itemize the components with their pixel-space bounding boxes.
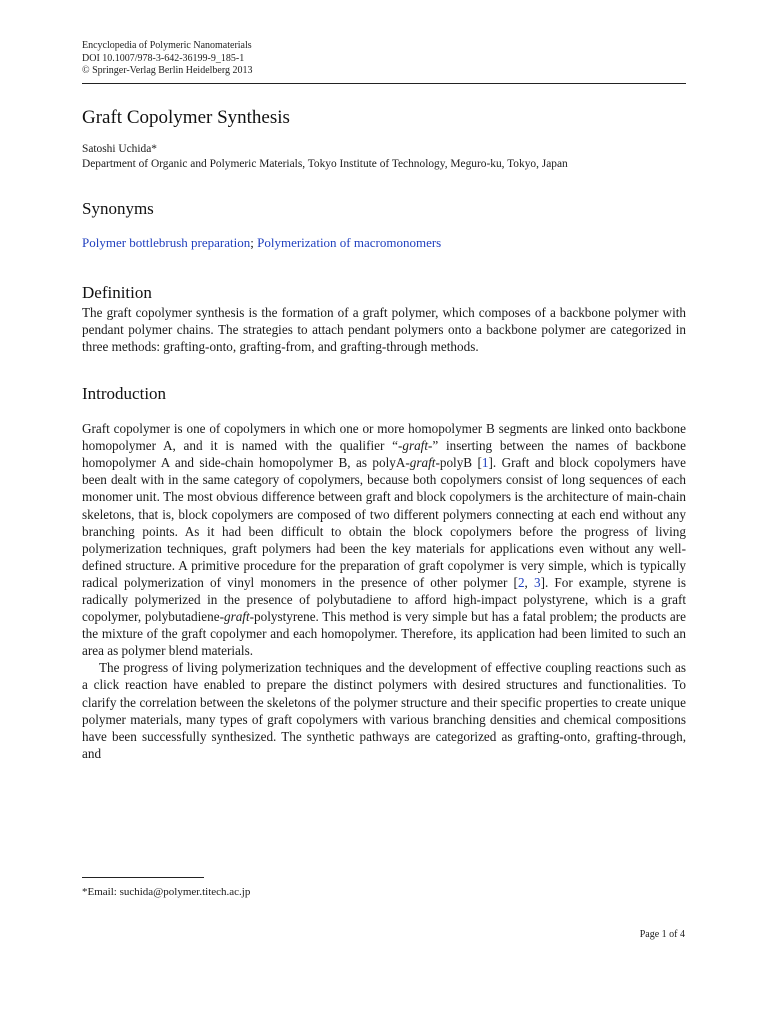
reference-link-3[interactable]: 3 bbox=[534, 574, 541, 590]
synonyms-list bbox=[82, 234, 686, 251]
introduction-paragraph-2: The progress of living polymerization techniques and the development of effective coupling reactions such as a click reaction have enabled to prepare the distinct polymers with desired structures and functionalities. To clarify the correlation between the skeletons of the polymer structure and their specific properties to create unique polymer materials, many types of graft copolymers with various branching densities and chemical compositions have been successfully synthesized. The synthetic pathways are categorized as grafting-onto, grafting-through, and bbox=[82, 660, 686, 761]
synonym-link-bottlebrush[interactable]: Polymer bottlebrush preparation bbox=[82, 234, 251, 250]
copyright: © Springer-Verlag Berlin Heidelberg 2013 bbox=[82, 65, 253, 77]
header-rule bbox=[82, 83, 686, 84]
affiliation: Department of Organic and Polymeric Materials, Tokyo Institute of Technology, Meguro-ku, Tokyo, Japan bbox=[82, 157, 568, 170]
publication-header bbox=[82, 40, 686, 78]
footnote-email: *Email: suchida@polymer.titech.ac.jp bbox=[82, 886, 251, 898]
page-number: Page 1 of 4 bbox=[639, 929, 685, 940]
footnote-rule bbox=[82, 877, 204, 878]
page-content bbox=[82, 40, 686, 762]
journal-name: Encyclopedia of Polymeric Nanomaterials bbox=[82, 40, 252, 51]
reference-link-1[interactable]: 1 bbox=[481, 455, 489, 471]
introduction-heading: Introduction bbox=[82, 384, 167, 404]
introduction-paragraph-1: Graft copolymer is one of copolymers in which one or more homopolymer B segments are linked onto backbone homopolymer A, and it is named with the qualifier “-graft-” inserting between the names of backbone homopolymer A and side-chain homopolymer B, as polyA-graft-polyB [1]. Graft and block copolymers have been dealt with in the same category of copolymers, because both copolymers consist of long sequences of each monomer unit. The most obvious difference between graft and block copolymers is the architecture of main-chain skeletons, that is, block copolymers are composed of two different polymers connecting at each end without any branching points. As it had been difficult to obtain the block copolymers before the progress of living polymerization techniques, graft polymers had been the key materials for applications even without any well-defined structure. A primitive procedure for the preparation of graft copolymer is very simple, which is typically radical polymerization of vinyl monomers in the presence of other polymer [2, 3]. For example, styrene is radically polymerized in the presence of polybutadiene to afford high-impact polystyrene, which is a graft copolymer, polybutadiene-graft-polystyrene. This method is very simple but has a fatal problem; the products are the mixture of the graft copolymer and each homopolymer. Therefore, its application had been limited to such an area as polymer blend materials. bbox=[82, 421, 687, 659]
doi: DOI 10.1007/978-3-642-36199-9_185-1 bbox=[82, 52, 245, 64]
article-title: Graft Copolymer Synthesis bbox=[82, 106, 290, 128]
definition-text: The graft copolymer synthesis is the formation of a graft polymer, which composes of a backbone polymer with pendant polymer chains. The strategies to attach pendant polymers onto a backbone polymer are categorized in three methods: grafting-onto, grafting-from, and grafting-through methods. bbox=[82, 304, 686, 354]
author: Satoshi Uchida* bbox=[82, 142, 157, 155]
definition-heading: Definition bbox=[82, 282, 152, 302]
synonyms-heading: Synonyms bbox=[82, 198, 154, 218]
synonym-separator: ; bbox=[250, 234, 254, 250]
reference-link-2[interactable]: 2 bbox=[517, 574, 525, 590]
synonym-link-macromonomers[interactable]: Polymerization of macromonomers bbox=[257, 234, 442, 250]
